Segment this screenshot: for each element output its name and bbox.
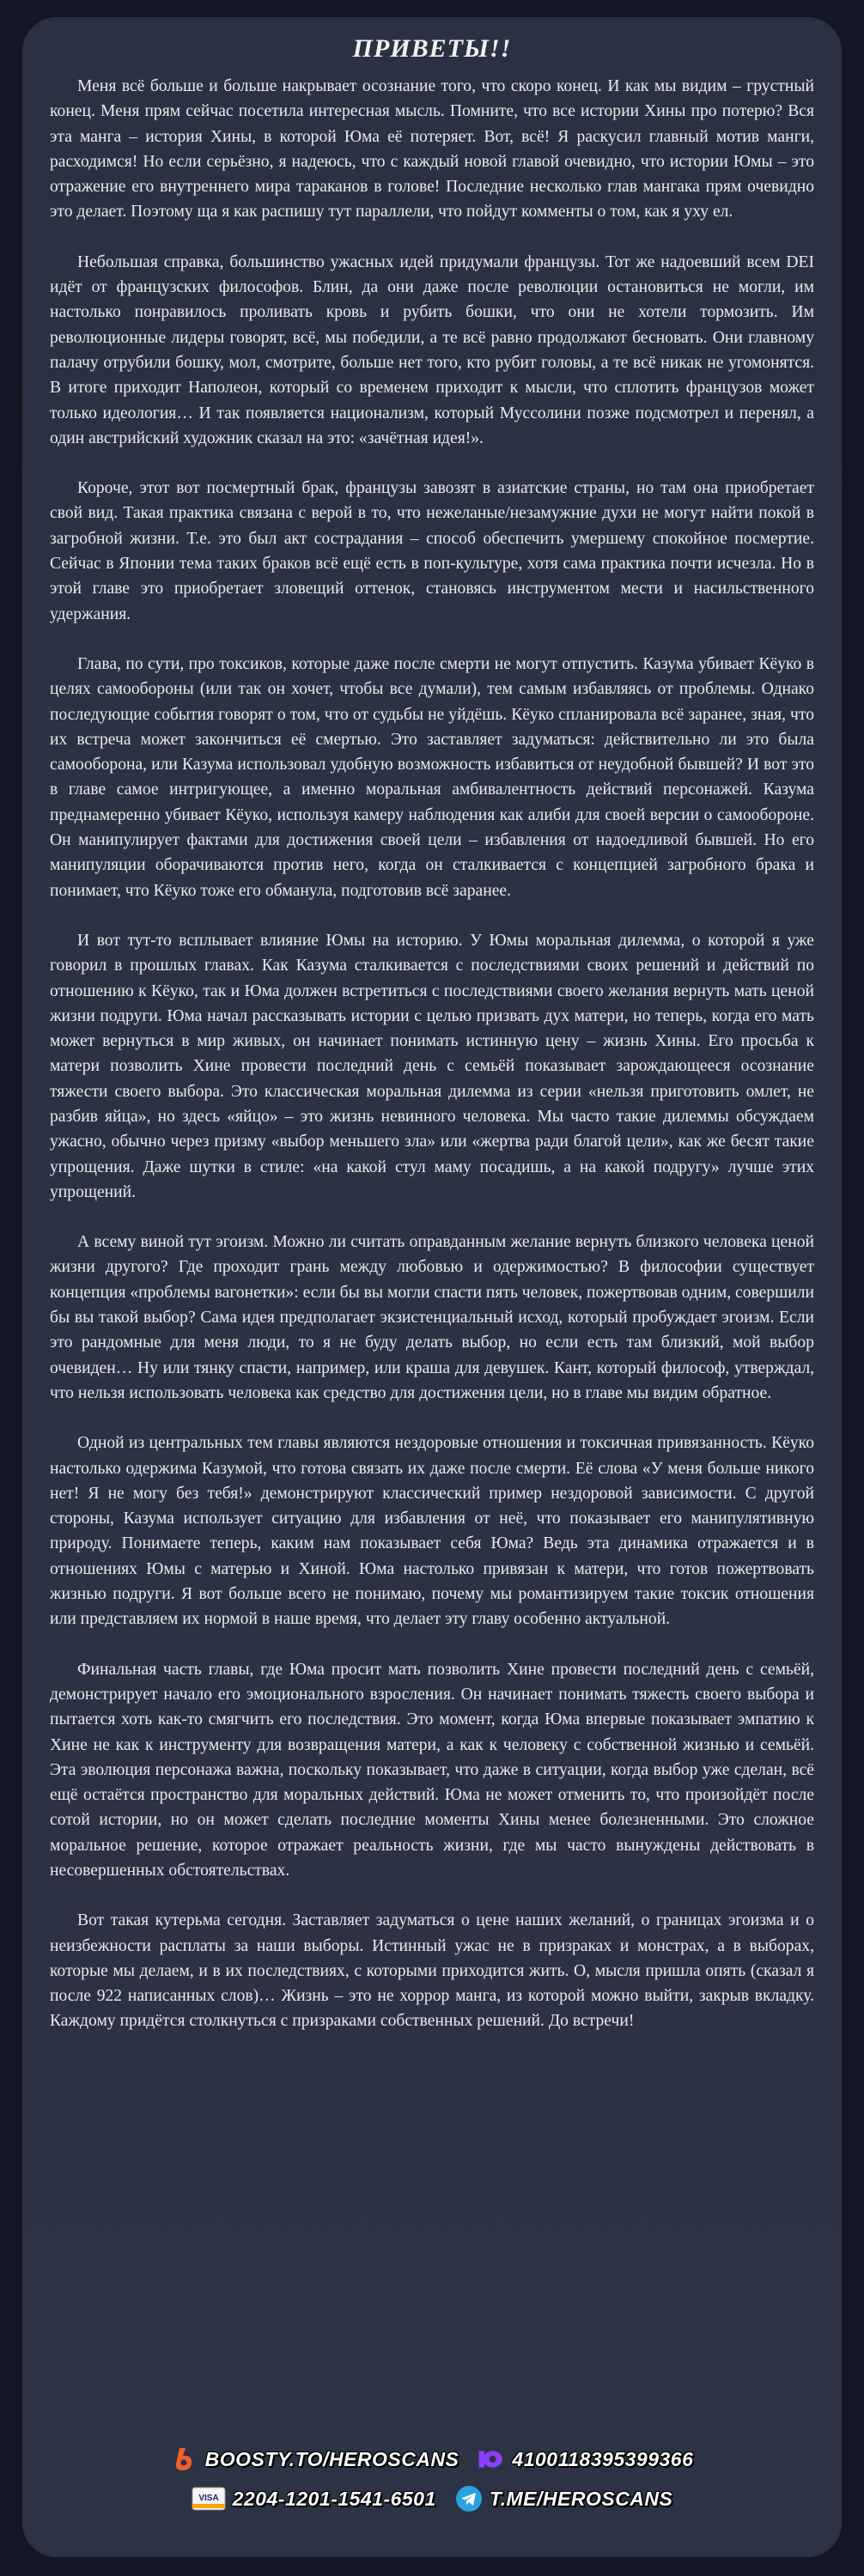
paragraph-7: Одной из центральных тем главы являются нездоровые отношения и токсичная привязанность. Кёуко настолько одержима Казумой, что готова связать их даже после смерти. Её слова «У меня больше никого нет! Я не могу без тебя!» демонстрируют классический пример нездоровой зависимости. С другой стороны, Казума использует ситуацию для избавления от неё, что показывает его манипулятивную природу. Понимаете теперь, каким нам показывает себя Юма? Ведь эта динамика отражается и в отношениях Юмы с матерью и Хиной. Юма настолько привязан к матери, что готов пожертвовать жизнью подруги. Я вот больше всего не понимаю, почему мы романтизируем такие токсик отношения или представляем их нормой в наше время, что делает эту главу особенно актуальной. xyxy=(50,1434,814,1629)
footer-links xyxy=(22,2445,842,2512)
post-card xyxy=(22,17,842,2557)
footer-row-1 xyxy=(171,2445,694,2473)
visa-badge: VISA xyxy=(198,2494,219,2503)
paragraph-8: Финальная часть главы, где Юма просит мать позволить Хине провести последний день с семьёй, демонстрирует начало его эмоционального взросления. Он начинает понимать тяжесть своего выбора и пытается хоть как-то смягчить его последствия. Это момент, когда Юма впервые показывает эмпатию к Хине не как к инструменту для возвращения матери, а как к человеку с собственной жизнью и семьёй. Эта эволюция персонажа важна, поскольку показывает, что даже в ситуации, когда выбор уже сделан, всё ещё остаётся пространство для моральных действий. Юма не может отменить то, что произойдёт после сотой истории, но он может сделать последние моменты Хины менее болезненными. Это сложное моральное решение, которое отражает реальность жизни, где мы часто вынуждены действовать в несовершенных обстоятельствах. xyxy=(50,1660,814,1880)
visa-number: 2204-1201-1541-6501 xyxy=(232,2487,436,2510)
telegram-icon xyxy=(455,2485,483,2512)
paragraph-5: И вот тут-то всплывает влияние Юмы на историю. У Юмы моральная дилемма, о которой я уже говорил в прошлых главах. Как Казума сталкивается с последствиями своих решений и действий по отношению к Кёуко, так и Юма должен встретиться с последствиями своего желания вернуть мать ценой жизни подруги. Юма начал рассказывать истории с целью призвать дух матери, но теперь, когда его мать может вернуться в мир живых, он начинает понимать истинную цену – жизнь Хины. Его просьба к матери позволить Хине провести последний день с семьёй показывает зарождающееся осознание тяжести своего выбора. Это классическая моральная дилемма из серии «нельзя приготовить омлет, не разбив яйца», но здесь «яйцо» – это жизнь невинного человека. Мы часто такие дилеммы обсуждаем ужасно, обычно через призму «выбор меньшего зла» или «жертва ради благой цели», как же бесят такие упрощения. Даже шутки в стиле: «на какой стул маму посадишь, а на какой подругу» лучше этих упрощений. xyxy=(50,931,814,1201)
visa-card[interactable] xyxy=(192,2487,436,2511)
telegram-link[interactable] xyxy=(455,2485,673,2512)
yoomoney-link[interactable] xyxy=(478,2445,693,2473)
paragraph-1: Меня всё больше и больше накрывает осознание того, что скоро конец. И как мы видим – грустный конец. Меня прям сейчас посетила интересная мысль. Помните, что все истории Хины про потерю? Вся эта манга – история Хины, в которой Юма её потеряет. Вот, всё! Я раскусил главный мотив манги, расходимся! Но если серьёзно, я надеюсь, что с каждый новой главой очевидно, что истории Юмы – это отражение его внутреннего мира тараканов в голове! Последние несколько глав мангака прям очевидно это делает. Поэтому ща я как распишу тут параллели, что пойдут комменты о том, как я уху ел. xyxy=(50,77,814,222)
visa-card-icon xyxy=(192,2487,226,2511)
paragraph-9: Вот такая кутерьма сегодня. Заставляет задуматься о цене наших желаний, о границах эгоизма и о неизбежности расплаты за наши выборы. Истинный ужас не в призраках и монстрах, а в выборах, которые мы делаем, и в их последствиях, с которыми приходится жить. О, мысля пришла опять (сказал я после 922 написанных слов)… Жизнь – это не хоррор манга, из которой можно выйти, закрыв вкладку. Каждому придётся столкнуться с призраками собственных решений. До встречи! xyxy=(50,1911,814,2031)
paragraph-4: Глава, по сути, про токсиков, которые даже после смерти не могут отпустить. Казума убивает Кёуко в целях самообороны (или так он хочет, чтобы все думали), тем самым избавляясь от проблемы. Однако последующие события говорят о том, что от судьбы не уйдёшь. Кёуко спланировала всё заранее, зная, что их встреча может закончиться её смертью. Это заставляет задуматься: действительно ли это была самооборона, или Казума использовал удобную возможность избавиться от неудобной бывшей? И вот это в главе самое интригующее, а именно моральная амбивалентность действий персонажей. Казума преднамеренно убивает Кёуко, используя камеру наблюдения как алиби для своей версии о самообороне. Он манипулирует фактами для достижения своей цели – избавления от надоедливой бывшей. Но его манипуляции оборачиваются против него, когда он сталкивается с концепцией загробного брака и понимает, что Кёуко тоже его обманула, подготовив всё заранее. xyxy=(50,654,814,900)
footer-row-2 xyxy=(192,2485,673,2512)
paragraph-2: Небольшая справка, большинство ужасных идей придумали французы. Тот же надоевший всем DEI идёт от французских философов. Блин, да они даже после революции остановиться не могли, им настолько понравилось проливать кровь и рубить бошки, что они не хотели тормозить. Им революционные лидеры говорят, всё, мы победили, а те всё равно продолжают бесновать. Они главному палачу отрубили бошку, мол, смотрите, больше нет того, кто рубит головы, а те всё никак не угомонятся. В итоге приходит Наполеон, который со временем приходит к мысли, что сплотить французов может только идеология… И так появляется национализм, который Муссолини позже подсмотрел и перенял, а один австрийский художник сказал на это: «зачётная идея!». xyxy=(50,252,814,447)
yoomoney-icon xyxy=(478,2445,505,2473)
paragraph-6: А всему виной тут эгоизм. Можно ли считать оправданным желание вернуть близкого человека ценой жизни другого? Где проходит грань между любовью и одержимостью? В философии существует концепция «проблемы вагонетки»: если бы вы могли спасти пять человек, пожертвовав одним, совершили бы вы такой выбор? Сама идея предполагает экзистенциальный исход, который пробуждает эгоизм. Если это рандомные для меня люди, то я не буду делать выбор, но если есть там близкий, мой выбор очевиден… Ну или тянку спасти, например, или краша для девушек. Кант, который философ, утверждал, что нельзя использовать человека как средство для достижения цели, но в главе мы видим обратное. xyxy=(50,1233,815,1402)
paragraph-3: Короче, этот вот посмертный брак, французы завозят в азиатские страны, но там она приобретает свой вид. Такая практика связана с верой в то, что нежеланые/незамужние духи не могут найти покой в загробной жизни. Т.е. это был акт сострадания – способ обеспечить умершему спокойное посмертие. Сейчас в Японии тема таких браков всё ещё есть в поп-культуре, хотя сама практика почти исчезла. Но в этой главе это приобретает зловещий оттенок, становясь инструментом мести и насильственного удержания. xyxy=(50,479,814,623)
boosty-url: BOOSTY.TO/HEROSCANS xyxy=(204,2447,459,2470)
telegram-url: T.ME/HEROSCANS xyxy=(489,2487,673,2510)
boosty-icon xyxy=(171,2445,198,2473)
boosty-link[interactable] xyxy=(171,2445,459,2473)
yoomoney-number: 4100118395399366 xyxy=(512,2447,694,2470)
page-title: ПРИВЕТЫ!! xyxy=(352,34,512,63)
